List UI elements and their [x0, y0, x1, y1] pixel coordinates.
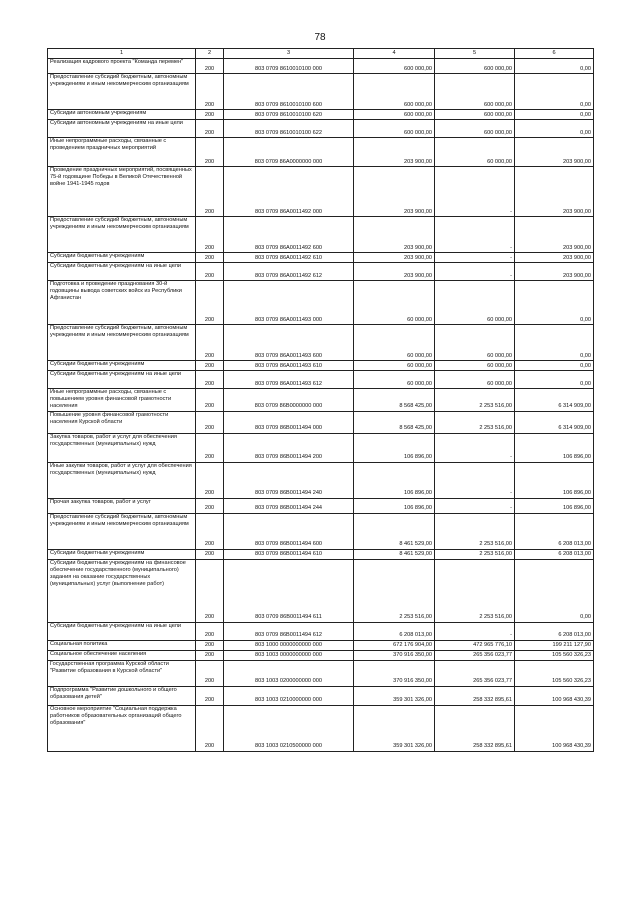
- row-code: 803 0709 86B0011494 611: [224, 559, 354, 622]
- row-name: Предоставление субсидий бюджетным, автономным учреждениям и иным некоммерческим организациям: [48, 513, 196, 549]
- row-value-6: 0,00: [515, 371, 594, 389]
- row-name: Субсидии бюджетным учреждениям на иные цели: [48, 371, 196, 389]
- row-value-6: 0,00: [515, 120, 594, 138]
- budget-table: [47, 48, 594, 752]
- row-value-6: 6 314 909,00: [515, 411, 594, 433]
- row-code: 803 0709 86A0011493 000: [224, 281, 354, 325]
- row-col2: 200: [196, 513, 224, 549]
- row-value-5: 600 000,00: [435, 59, 515, 74]
- row-value-4: 370 916 350,00: [354, 660, 435, 686]
- row-value-6: 203 900,00: [515, 253, 594, 263]
- table-row: [48, 281, 594, 325]
- row-col2: 200: [196, 705, 224, 751]
- row-value-6: 203 900,00: [515, 167, 594, 217]
- row-value-5: 600 000,00: [435, 110, 515, 120]
- row-value-4: 8 461 529,00: [354, 549, 435, 559]
- row-code: 803 0709 86A0011492 600: [224, 217, 354, 253]
- row-code: 803 0709 86A0011492 610: [224, 253, 354, 263]
- row-value-6: 6 208 013,00: [515, 513, 594, 549]
- row-value-4: 359 301 326,00: [354, 686, 435, 705]
- row-code: 803 0709 86A0000000 000: [224, 138, 354, 167]
- header-col-6: 6: [515, 49, 594, 59]
- row-name: Предоставление субсидий бюджетным, автономным учреждениям и иным некоммерческим организациям: [48, 325, 196, 361]
- row-value-5: 60 000,00: [435, 361, 515, 371]
- row-col2: 200: [196, 253, 224, 263]
- table-row: [48, 559, 594, 622]
- row-value-5: 600 000,00: [435, 120, 515, 138]
- row-value-4: 203 900,00: [354, 263, 435, 281]
- row-col2: 200: [196, 263, 224, 281]
- row-value-5: 600 000,00: [435, 74, 515, 110]
- row-value-5: -: [435, 217, 515, 253]
- row-value-4: 106 896,00: [354, 462, 435, 498]
- row-value-5: 2 253 516,00: [435, 559, 515, 622]
- row-name: Государственная программа Курской области "Развитие образования в Курской области": [48, 660, 196, 686]
- row-name: Субсидии автономным учреждениям на иные цели: [48, 120, 196, 138]
- row-name: Прочая закупка товаров, работ и услуг: [48, 498, 196, 513]
- row-name: Предоставление субсидий бюджетным, автономным учреждениям и иным некоммерческим организациям: [48, 74, 196, 110]
- row-value-4: 672 176 904,00: [354, 640, 435, 650]
- table-row: [48, 411, 594, 433]
- row-value-4: 60 000,00: [354, 281, 435, 325]
- table-row: [48, 217, 594, 253]
- row-name: Иные непрограммные расходы, связанные с повышением уровня финансовой грамотности населения: [48, 389, 196, 412]
- page-number: 78: [314, 32, 326, 43]
- table-row: [48, 110, 594, 120]
- table-row: [48, 253, 594, 263]
- row-code: 803 0709 8610010100 600: [224, 74, 354, 110]
- row-value-6: 0,00: [515, 559, 594, 622]
- row-code: 803 0709 86B0011494 600: [224, 513, 354, 549]
- row-value-4: 60 000,00: [354, 361, 435, 371]
- row-name: Субсидии бюджетным учреждениям: [48, 549, 196, 559]
- row-name: Предоставление субсидий бюджетным, автономным учреждениям и иным некоммерческим организациям: [48, 217, 196, 253]
- table-row: [48, 498, 594, 513]
- row-code: 803 0709 86A0011493 600: [224, 325, 354, 361]
- row-value-5: -: [435, 498, 515, 513]
- row-value-4: 359 301 326,00: [354, 705, 435, 751]
- row-value-5: 2 253 516,00: [435, 513, 515, 549]
- row-value-4: 600 000,00: [354, 120, 435, 138]
- row-value-6: 106 896,00: [515, 498, 594, 513]
- table-row: [48, 74, 594, 110]
- row-value-4: 6 208 013,00: [354, 622, 435, 640]
- row-value-6: 105 560 326,23: [515, 660, 594, 686]
- row-name: Реализация кадрового проекта "Команда перемен": [48, 59, 196, 74]
- row-col2: 200: [196, 462, 224, 498]
- row-value-4: 203 900,00: [354, 167, 435, 217]
- row-col2: 200: [196, 110, 224, 120]
- row-name: Иные закупки товаров, работ и услуг для обеспечения государственных (муниципальных) нужд: [48, 462, 196, 498]
- table-row: [48, 622, 594, 640]
- row-name: Подготовка и проведение празднования 30-й годовщины вывода советских войск из Республики Афганистан: [48, 281, 196, 325]
- row-value-4: 106 896,00: [354, 498, 435, 513]
- table-row: [48, 549, 594, 559]
- table-row: [48, 640, 594, 650]
- table-row: [48, 705, 594, 751]
- row-col2: 200: [196, 650, 224, 660]
- row-name: Проведение праздничных мероприятий, посвященных 75-й годовщине Победы в Великой Отечественной войне 1941-1945 годов: [48, 167, 196, 217]
- row-col2: 200: [196, 120, 224, 138]
- row-value-4: 106 896,00: [354, 433, 435, 462]
- row-col2: 200: [196, 498, 224, 513]
- row-value-5: -: [435, 433, 515, 462]
- row-value-6: 0,00: [515, 110, 594, 120]
- row-value-4: 8 568 425,00: [354, 389, 435, 412]
- row-value-4: 203 900,00: [354, 138, 435, 167]
- table-row: [48, 59, 594, 74]
- row-value-4: 60 000,00: [354, 325, 435, 361]
- row-col2: 200: [196, 138, 224, 167]
- row-code: 803 0709 86A0011492 000: [224, 167, 354, 217]
- row-name: Субсидии бюджетным учреждениям на иные цели: [48, 622, 196, 640]
- row-value-4: 600 000,00: [354, 110, 435, 120]
- row-name: Социальная политика: [48, 640, 196, 650]
- row-value-6: 6 208 013,00: [515, 622, 594, 640]
- table-row: [48, 650, 594, 660]
- row-value-5: -: [435, 263, 515, 281]
- row-value-6: 199 211 127,90: [515, 640, 594, 650]
- row-value-4: 600 000,00: [354, 74, 435, 110]
- row-value-5: 265 356 023,77: [435, 650, 515, 660]
- row-value-4: 203 900,00: [354, 253, 435, 263]
- row-value-5: 2 253 516,00: [435, 389, 515, 412]
- table-row: [48, 138, 594, 167]
- row-col2: 200: [196, 167, 224, 217]
- row-name: Повышение уровня финансовой грамотности населения Курской области: [48, 411, 196, 433]
- row-col2: 200: [196, 217, 224, 253]
- row-col2: 200: [196, 622, 224, 640]
- row-value-6: 105 560 326,23: [515, 650, 594, 660]
- row-value-5: -: [435, 253, 515, 263]
- row-value-6: 106 896,00: [515, 433, 594, 462]
- row-value-5: 60 000,00: [435, 371, 515, 389]
- row-value-6: 203 900,00: [515, 263, 594, 281]
- header-col-5: 5: [435, 49, 515, 59]
- row-col2: 200: [196, 325, 224, 361]
- row-value-5: -: [435, 462, 515, 498]
- row-col2: 200: [196, 559, 224, 622]
- row-name: Социальное обеспечение населения: [48, 650, 196, 660]
- row-value-4: 8 461 529,00: [354, 513, 435, 549]
- row-value-4: 2 253 516,00: [354, 559, 435, 622]
- row-col2: 200: [196, 433, 224, 462]
- row-name: Субсидии бюджетным учреждениям: [48, 361, 196, 371]
- table-row: [48, 120, 594, 138]
- row-col2: 200: [196, 74, 224, 110]
- table-row: [48, 361, 594, 371]
- row-value-5: -: [435, 167, 515, 217]
- row-col2: 200: [196, 640, 224, 650]
- table-row: [48, 462, 594, 498]
- row-name: Подпрограмма "Развитие дошкольного и общего образования детей": [48, 686, 196, 705]
- row-code: 803 0709 86B0011494 000: [224, 411, 354, 433]
- row-name: Иные непрограммные расходы, связанные с проведением праздничных мероприятий: [48, 138, 196, 167]
- row-value-5: 258 332 895,61: [435, 705, 515, 751]
- row-value-5: 2 253 516,00: [435, 549, 515, 559]
- row-value-6: 6 208 013,00: [515, 549, 594, 559]
- row-value-6: 100 968 430,39: [515, 705, 594, 751]
- row-name: Субсидии бюджетным учреждениям на финансовое обеспечение государственного (муниципального) задания на оказание государственных (муниципальных) услуг (выполнение работ): [48, 559, 196, 622]
- row-value-4: 8 568 425,00: [354, 411, 435, 433]
- row-code: 803 0709 86A0011492 612: [224, 263, 354, 281]
- row-col2: 200: [196, 361, 224, 371]
- table-row: [48, 433, 594, 462]
- row-value-5: 60 000,00: [435, 325, 515, 361]
- row-code: 803 0709 8610010100 000: [224, 59, 354, 74]
- table-row: [48, 263, 594, 281]
- row-code: 803 0709 86B0000000 000: [224, 389, 354, 412]
- row-col2: 200: [196, 411, 224, 433]
- row-code: 803 0709 86B0011494 244: [224, 498, 354, 513]
- row-col2: 200: [196, 59, 224, 74]
- table-header-row: [48, 49, 594, 59]
- table-row: [48, 167, 594, 217]
- table-row: [48, 371, 594, 389]
- row-name: Субсидии автономным учреждениям: [48, 110, 196, 120]
- row-value-4: 600 000,00: [354, 59, 435, 74]
- header-col-2: 2: [196, 49, 224, 59]
- row-col2: 200: [196, 389, 224, 412]
- row-col2: 200: [196, 281, 224, 325]
- table-row: [48, 686, 594, 705]
- table-row: [48, 660, 594, 686]
- row-value-6: 0,00: [515, 59, 594, 74]
- header-col-1: 1: [48, 49, 196, 59]
- row-code: 803 1003 0210000000 000: [224, 686, 354, 705]
- row-value-4: 203 900,00: [354, 217, 435, 253]
- row-name: Закупка товаров, работ и услуг для обеспечения государственных (муниципальных) нужд: [48, 433, 196, 462]
- row-code: 803 0709 86B0011494 612: [224, 622, 354, 640]
- row-value-6: 0,00: [515, 325, 594, 361]
- row-value-5: 2 253 516,00: [435, 411, 515, 433]
- row-value-6: 106 896,00: [515, 462, 594, 498]
- table-row: [48, 389, 594, 412]
- row-name: Субсидии бюджетным учреждениям: [48, 253, 196, 263]
- row-name: Основное мероприятие "Социальная поддержка работников образовательных организаций общего образования": [48, 705, 196, 751]
- row-value-5: 60 000,00: [435, 138, 515, 167]
- row-code: 803 0709 86B0011494 240: [224, 462, 354, 498]
- table-row: [48, 325, 594, 361]
- row-col2: 200: [196, 371, 224, 389]
- row-code: 803 0709 86B0011494 610: [224, 549, 354, 559]
- row-value-6: 203 900,00: [515, 138, 594, 167]
- row-value-6: 100 968 430,39: [515, 686, 594, 705]
- row-name: Субсидии бюджетным учреждениям на иные цели: [48, 263, 196, 281]
- row-code: 803 0709 86A0011493 610: [224, 361, 354, 371]
- row-code: 803 1003 0000000000 000: [224, 650, 354, 660]
- header-col-3: 3: [224, 49, 354, 59]
- row-code: 803 0709 8610010100 620: [224, 110, 354, 120]
- row-code: 803 1003 0200000000 000: [224, 660, 354, 686]
- row-value-5: 60 000,00: [435, 281, 515, 325]
- row-value-4: 370 916 350,00: [354, 650, 435, 660]
- header-col-4: 4: [354, 49, 435, 59]
- row-value-6: 0,00: [515, 74, 594, 110]
- row-code: 803 0709 8610010100 622: [224, 120, 354, 138]
- row-col2: 200: [196, 686, 224, 705]
- row-value-6: 0,00: [515, 281, 594, 325]
- row-value-5: 472 965 776,10: [435, 640, 515, 650]
- row-code: 803 1003 0210500000 000: [224, 705, 354, 751]
- row-value-4: 60 000,00: [354, 371, 435, 389]
- table-row: [48, 513, 594, 549]
- row-value-6: 0,00: [515, 361, 594, 371]
- row-code: 803 1000 0000000000 000: [224, 640, 354, 650]
- row-value-6: 203 900,00: [515, 217, 594, 253]
- row-code: 803 0709 86A0011493 612: [224, 371, 354, 389]
- row-code: 803 0709 86B0011494 200: [224, 433, 354, 462]
- row-value-5: 265 356 023,77: [435, 660, 515, 686]
- row-value-6: 6 314 909,00: [515, 389, 594, 412]
- row-value-5: 258 332 895,61: [435, 686, 515, 705]
- row-col2: 200: [196, 660, 224, 686]
- row-col2: 200: [196, 549, 224, 559]
- row-value-5: -: [435, 622, 515, 640]
